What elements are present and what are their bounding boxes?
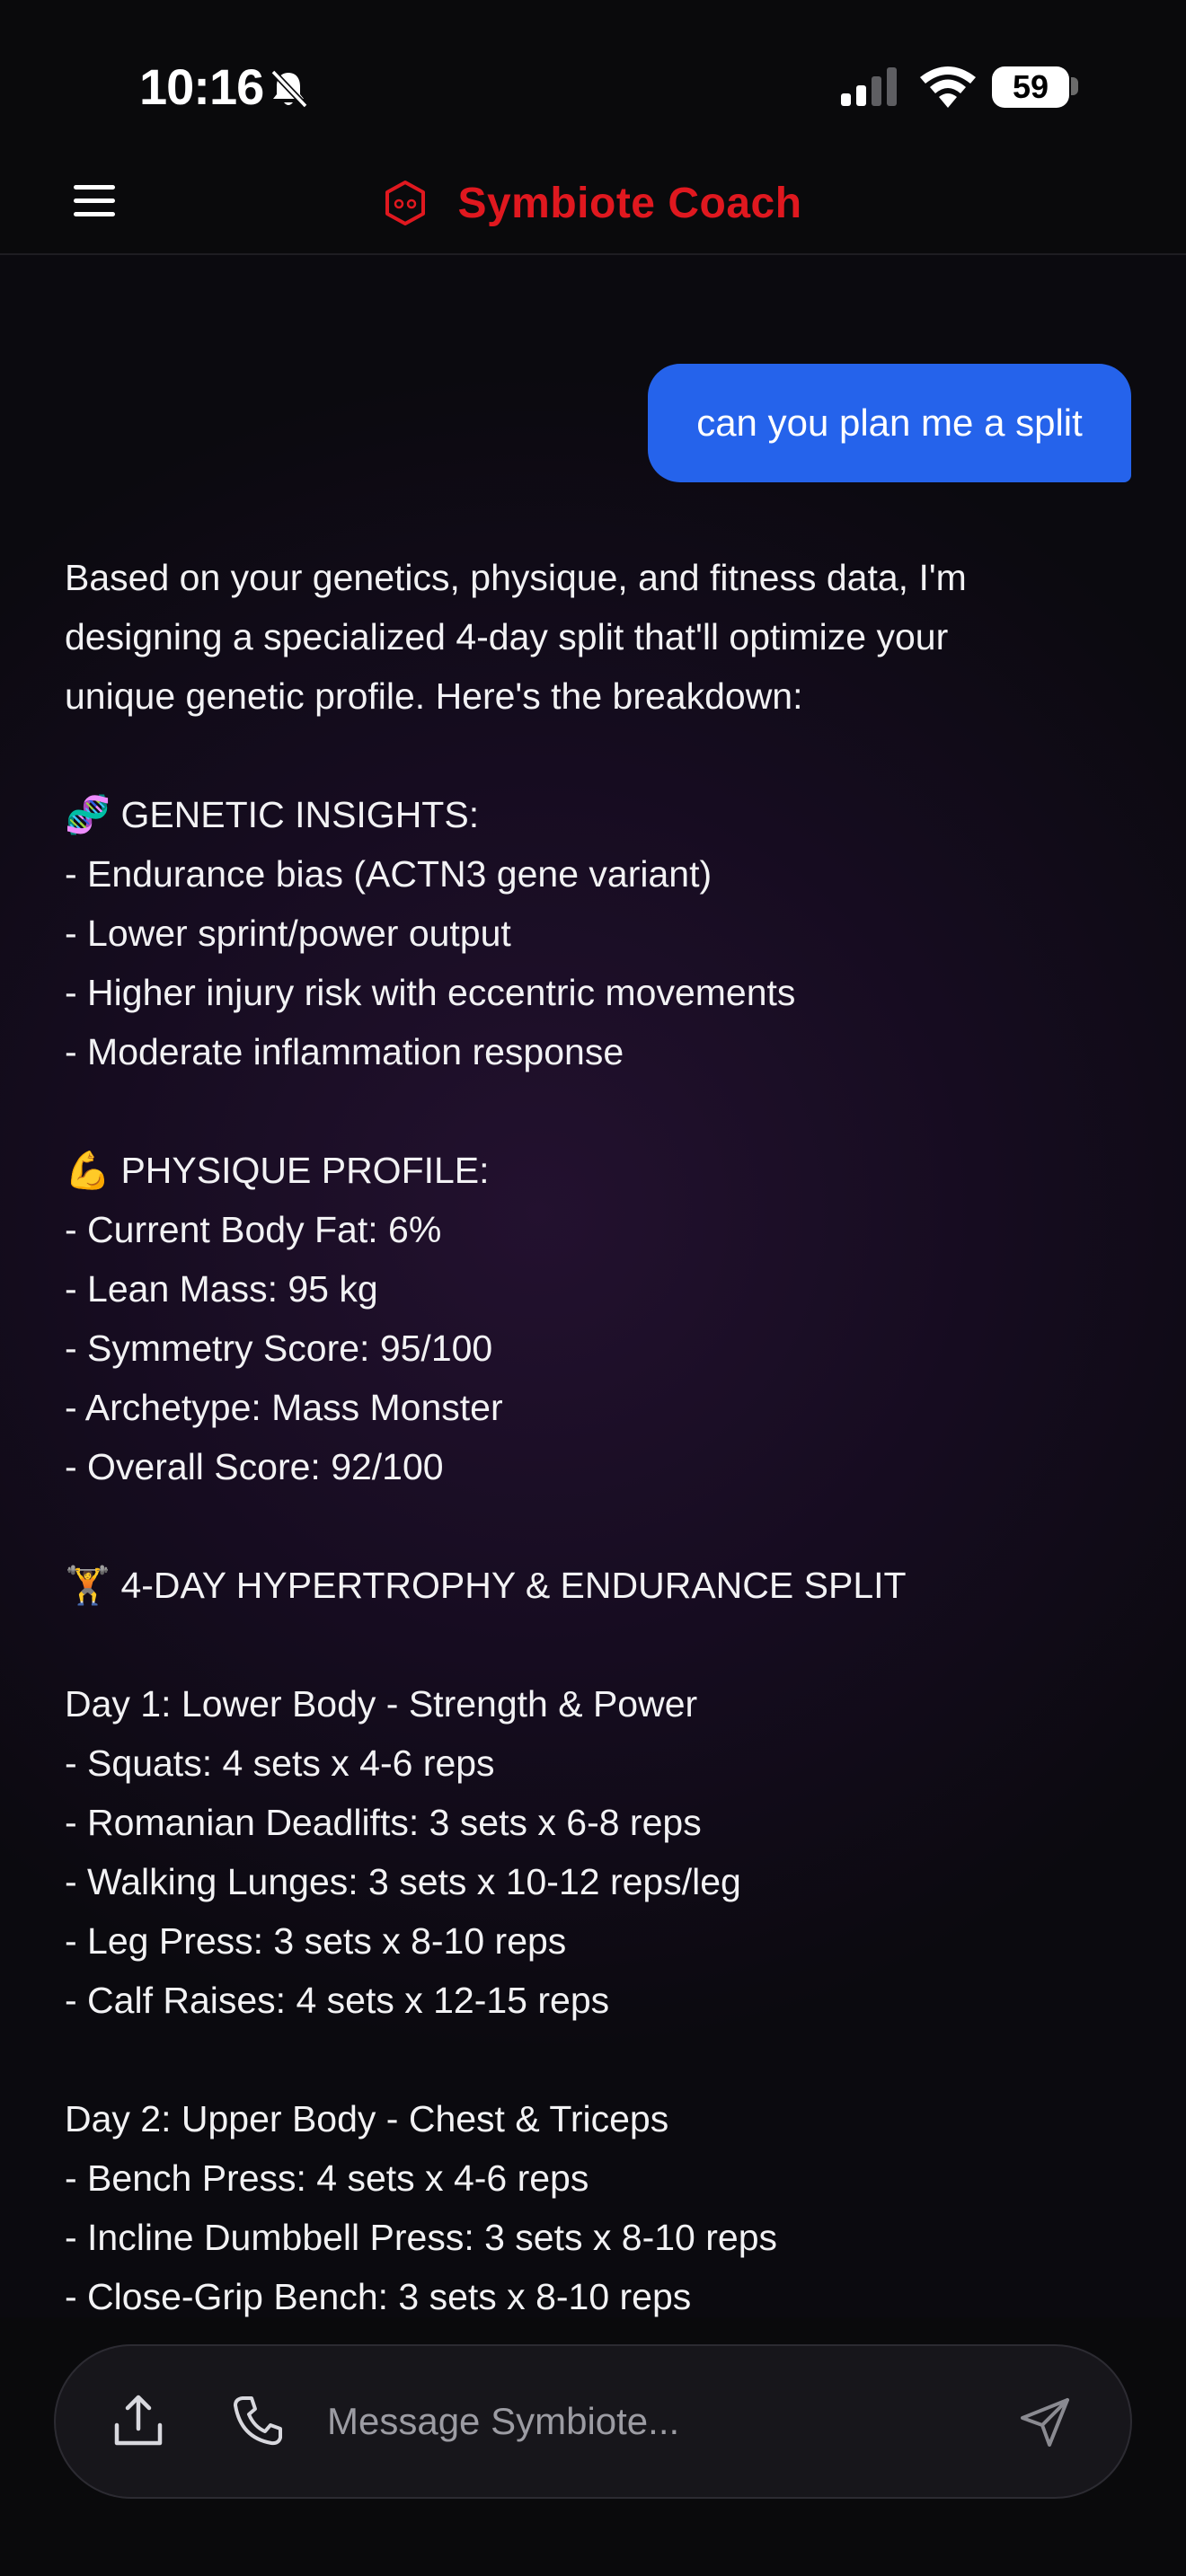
message-line: - Archetype: Mass Monster: [65, 1387, 503, 1428]
send-icon[interactable]: [1017, 2395, 1073, 2450]
message-line: - Endurance bias (ACTN3 gene variant): [65, 853, 712, 895]
message-line: - Squats: 4 sets x 4-6 reps: [65, 1742, 495, 1784]
message-line: - Overall Score: 92/100: [65, 1446, 444, 1487]
message-line: Based on your genetics, physique, and fitness data, I'm: [65, 557, 967, 598]
message-line: - Leg Press: 3 sets x 8-10 reps: [65, 1920, 567, 1962]
status-bar: [0, 0, 1186, 153]
message-composer: [54, 2344, 1132, 2499]
phone-icon[interactable]: [230, 2393, 284, 2448]
bell-muted-icon: [266, 66, 311, 111]
message-gap: [65, 1496, 1125, 1556]
message-gap: [65, 1615, 1125, 1674]
upload-icon[interactable]: [111, 2393, 165, 2448]
day-1-heading: Day 1: Lower Body - Strength & Power: [65, 1683, 698, 1725]
message-gap: [65, 726, 1125, 785]
genetic-insights-heading: 🧬 GENETIC INSIGHTS:: [65, 794, 480, 835]
physique-profile-heading: 💪 PHYSIQUE PROFILE:: [65, 1150, 490, 1191]
message-line: - Close-Grip Bench: 3 sets x 8-10 reps: [65, 2276, 692, 2317]
user-message-bubble: can you plan me a split: [648, 364, 1131, 482]
message-line: - Symmetry Score: 95/100: [65, 1328, 493, 1369]
message-line: unique genetic profile. Here's the breakdown:: [65, 675, 803, 717]
message-line: designing a specialized 4-day split that'll optimize your: [65, 616, 949, 657]
battery-cap: [1071, 77, 1078, 95]
message-line: - Higher injury risk with eccentric movements: [65, 972, 796, 1013]
message-line: - Incline Dumbbell Press: 3 sets x 8-10 reps: [65, 2217, 777, 2258]
brand: [0, 153, 1186, 253]
message-gap: [65, 2030, 1125, 2089]
app-title: Symbiote Coach: [457, 179, 802, 227]
message-input[interactable]: [327, 2387, 1010, 2456]
message-line: - Current Body Fat: 6%: [65, 1209, 442, 1250]
split-heading: 🏋️ 4-DAY HYPERTROPHY & ENDURANCE SPLIT: [65, 1565, 907, 1606]
message-gap: [65, 1081, 1125, 1141]
message-line: - Lower sprint/power output: [65, 913, 511, 954]
cellular-signal-icon: [839, 66, 902, 108]
assistant-message: [65, 548, 1125, 2344]
battery-indicator: 59: [992, 66, 1069, 108]
hexagon-logo-icon: [384, 180, 427, 226]
message-line: - Walking Lunges: 3 sets x 10-12 reps/leg: [65, 1861, 741, 1902]
message-line: - Romanian Deadlifts: 3 sets x 6-8 reps: [65, 1802, 702, 1843]
message-line: - Calf Raises: 4 sets x 12-15 reps: [65, 1980, 610, 2021]
message-line: - Bench Press: 4 sets x 4-6 reps: [65, 2157, 589, 2199]
app-header: [0, 153, 1186, 255]
message-line: - Moderate inflammation response: [65, 1031, 624, 1072]
message-line: - Lean Mass: 95 kg: [65, 1268, 378, 1310]
status-time: 10:16: [139, 58, 264, 115]
day-2-heading: Day 2: Upper Body - Chest & Triceps: [65, 2098, 669, 2139]
wifi-icon: [916, 63, 979, 110]
